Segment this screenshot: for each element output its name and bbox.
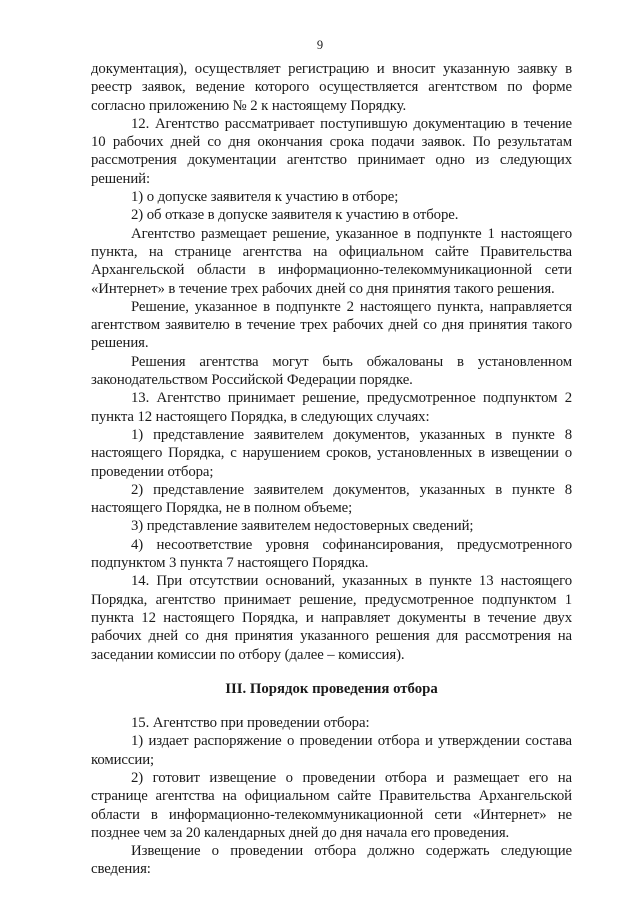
paragraph: Решение, указанное в подпункте 2 настоящего пункта, направляется агентством заявителю в течение трех рабочих дней со дня принятия такого решения. [91,298,572,352]
paragraph: Извещение о проведении отбора должно содержать следующие сведения: [91,843,572,878]
paragraphs-before-heading [91,60,572,664]
paragraph: 14. При отсутствии оснований, указанных в пункте 13 настоящего Порядка, агентство принимает решение, предусмотренное подпунктом 1 пункта 12 настоящего Порядка, и направляет документы в течение двух рабочих дней со дня принятия указанного решения для рассмотрения на заседании комиссии по отбору (далее – комиссия). [91,573,572,663]
paragraph: 13. Агентство принимает решение, предусмотренное подпунктом 2 пункта 12 настоящего Порядка, в следующих случаях: [91,390,572,425]
paragraph: 1) издает распоряжение о проведении отбора и утверждении состава комиссии; [91,733,572,768]
paragraph: 12. Агентство рассматривает поступившую документацию в течение 10 рабочих дней со дня окончания срока подачи заявок. По результатам рассмотрения документации агентство принимает одно из следующих решений: [91,115,572,187]
page-number: 9 [316,38,324,52]
paragraph: 2) готовит извещение о проведении отбора и размещает его на странице агентства на официальном сайте Правительства Архангельской области в информационно-телекоммуникационной сети «Интернет» не позднее чем за 20 календарных дней до дня начала его проведения. [91,769,572,841]
paragraph: Решения агентства могут быть обжалованы в установленном законодательством Российской Федерации порядке. [91,353,572,389]
paragraph: 2) представление заявителем документов, указанных в пункте 8 настоящего Порядка, не в полном объеме; [91,481,572,517]
paragraph: 3) представление заявителем недостоверных сведений; [131,518,474,535]
section-heading: III. Порядок проведения отбора [225,680,438,697]
paragraph: Агентство размещает решение, указанное в подпункте 1 настоящего пункта, на странице агентства на официальном сайте Правительства Архангельской области в информационно-телекоммуникационной сети «Интернет» в течение трех рабочих дней со дня принятия такого решения. [91,225,572,297]
paragraph: документация), осуществляет регистрацию и вносит указанную заявку в реестр заявок, ведение которого осуществляется агентством по форме согласно приложению № 2 к настоящему Порядку. [91,61,572,114]
paragraph: 15. Агентство при проведении отбора: [131,715,370,732]
paragraph: 1) о допуске заявителя к участию в отборе; [131,189,399,206]
paragraph: 2) об отказе в допуске заявителя к участию в отборе. [131,207,459,224]
document-body [91,60,572,879]
paragraph: 4) несоответствие уровня софинансирования, предусмотренного подпунктом 3 пункта 7 настоящего Порядка. [91,536,572,572]
paragraph: 1) представление заявителем документов, указанных в пункте 8 настоящего Порядка, с нарушением сроков, установленных в извещении о проведении отбора; [91,426,572,480]
paragraphs-after-heading [91,714,572,879]
